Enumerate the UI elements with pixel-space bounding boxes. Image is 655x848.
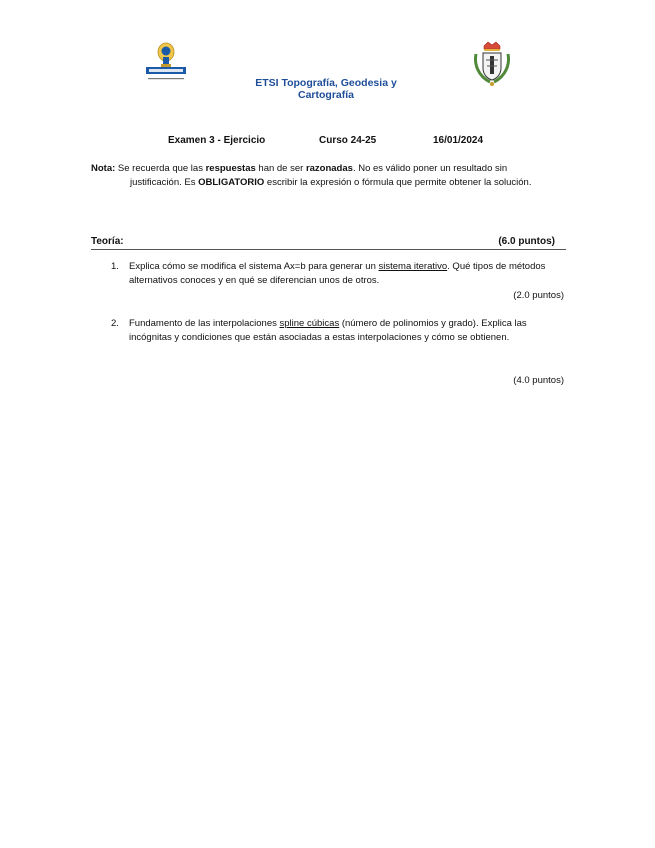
note-bold-obligatorio: OBLIGATORIO [198,177,265,188]
question-text [111,260,566,288]
question-text [111,317,566,345]
section-header [91,236,561,250]
note-text: han de ser [255,163,306,174]
section-title: Teoría: [91,236,124,247]
note-label: Nota: [91,163,116,174]
note-text: justificación. Es [130,177,199,188]
question-underlined-term: spline cúbicas [279,318,340,329]
note-bold-razonadas: razonadas [305,163,353,174]
question-points: (2.0 puntos) [513,290,564,301]
note-continuation [91,176,561,190]
note-bold-respuestas: respuestas [205,163,256,174]
exam-date: 16/01/2024 [433,135,484,146]
section-points: (6.0 puntos) [498,236,555,247]
upm-logo-icon [144,40,188,86]
question-number: 1. [111,261,119,272]
question-text-part: (número de polinomios y grado). Explica las incógnitas y condiciones que están asociadas a estas interpolaciones y cómo se obtienen. [129,318,527,343]
note-text: . No es válido poner un resultado sin [352,163,508,174]
note-text: escribir la expresión o fórmula que permite obtener la solución. [264,177,532,188]
question-number: 2. [111,318,119,329]
school-title: ETSI Topografía, Geodesia y Cartografía [255,77,397,101]
exam-note [91,162,561,190]
question-1 [111,260,566,301]
question-underlined-term: sistema iterativo [378,261,448,272]
exam-name: Examen 3 - Ejercicio [168,135,266,146]
section-divider [91,249,566,250]
question-points: (4.0 puntos) [513,375,564,386]
question-text-part: Fundamento de las interpolaciones [129,318,280,329]
question-text-part: . Qué tipos de métodos alternativos conoces y en qué se diferencian unos de otros. [129,261,546,286]
question-text-part: Explica cómo se modifica el sistema Ax=b para generar un [129,261,379,272]
exam-course: Curso 24-25 [319,135,377,146]
question-2 [111,317,566,386]
school-crest-icon [470,40,514,88]
note-text: Se recuerda que las [115,163,206,174]
